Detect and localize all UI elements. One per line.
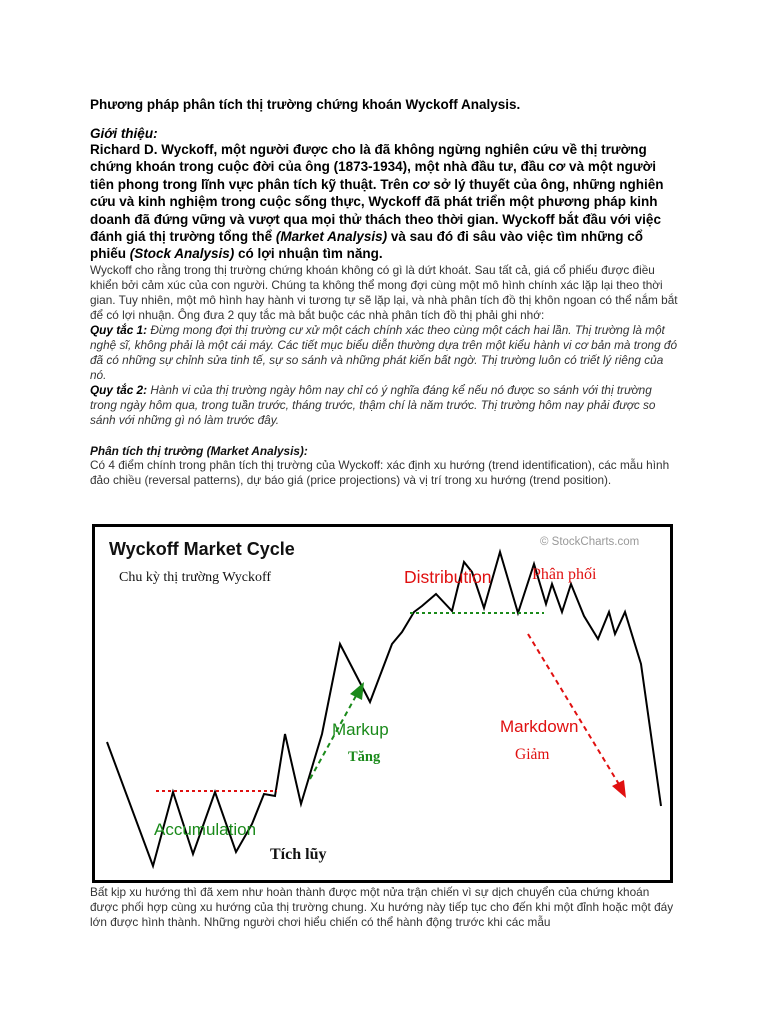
rule-2-label: Quy tắc 2: — [90, 382, 148, 397]
intro-term-market-analysis: (Market Analysis) — [275, 229, 388, 245]
paragraph-market-analysis: Có 4 điểm chính trong phân tích thị trường của Wyckoff: xác định xu hướng (trend identification), các mẫu hình đảo chiều (reversal patterns), dự báo giá (price projections) và vị trí trong xu hướng (trend position). — [90, 457, 670, 487]
chart-watermark: © StockCharts.com — [540, 536, 640, 548]
paragraph-trend: Bất kịp xu hướng thì đã xem như hoàn thành được một nửa trận chiến vì sự dịch chuyển của chứng khoán được phối hợp cùng xu hướng của thị trường chung. Xu hướng này tiếp tục cho đến khi một đỉnh hoặc một đáy lớn được hình thành. Những người chơi hiểu chiến có thể hành động trước khi các mẫu — [90, 885, 674, 929]
chart-title: Wyckoff Market Cycle — [109, 539, 295, 559]
intro-term-stock-analysis: (Stock Analysis) — [129, 246, 235, 262]
bottom-section — [90, 885, 678, 930]
distribution-vi-label: Phân phối — [532, 566, 597, 583]
rule-1-text: Đừng mong đợi thị trường cư xử một cách chính xác theo cùng một cách hai lần. Thị trường là một nghệ sĩ, không phải là một cái máy. Các tiết mục biểu diễn thường dựa trên một kiểu hành vi cơ bản mà trong đó đã có những sự chỉnh sửa tinh tế, sự so sánh và những phát kiến bất ngờ. Thị trường luôn có triết lý riêng của nó. — [90, 322, 678, 382]
document-title: Phương pháp phân tích thị trường chứng khoán Wyckoff Analysis. — [90, 97, 521, 112]
markdown-vi-label: Giảm — [515, 746, 550, 763]
intro-paragraph — [90, 141, 678, 263]
intro-text-part1: Richard D. Wyckoff, một người được cho là đã không ngừng nghiên cứu về thị trường chứng khoán trong cuộc đời của ông (1873-1934), một nhà đầu tư, đầu cơ và một người tiên phong trong lĩnh vực phân tích kỹ thuật. Trên cơ sở lý thuyết của ông, những nghiên cứu và kinh nghiệm trong cuộc sống thực, Wyckoff đã phát triển một phương pháp kinh doanh đã đứng vững và vượt qua mọi thử thách theo thời gian. Wyckoff bắt đầu với việc đánh giá thị trường tổng thể — [90, 142, 664, 245]
accumulation-label: Accumulation — [154, 820, 257, 839]
markdown-label: Markdown — [500, 717, 579, 736]
rule-2 — [90, 383, 678, 428]
document-body — [90, 97, 678, 488]
wyckoff-chart — [92, 524, 673, 883]
chart-subtitle: Chu kỳ thị trường Wyckoff — [119, 570, 272, 585]
rule-1-label: Quy tắc 1: — [90, 322, 148, 337]
accumulation-vi-label: Tích lũy — [270, 846, 327, 863]
section-heading-market-analysis: Phân tích thị trường (Market Analysis): — [90, 443, 308, 458]
distribution-label: Distribution — [404, 567, 492, 587]
intro-text-part3: có lợi nhuận tìm năng. — [234, 246, 383, 262]
intro-heading: Giới thiệu: — [90, 126, 158, 141]
markup-vi-label: Tăng — [348, 749, 381, 765]
wyckoff-chart-svg — [92, 524, 673, 883]
rule-1 — [90, 323, 678, 383]
intro-text-part2: và sau đó đi sâu vào việc tìm những cổ phiếu — [90, 229, 643, 262]
paragraph-wyckoff-view: Wyckoff cho rằng trong thị trường chứng khoán không có gì là dứt khoát. Sau tất cả, giá cổ phiếu được điều khiển bởi cảm xúc của con người. Chúng ta không thể mong đợi cùng một mô hình chính xác lặp lại theo thời gian. Tuy nhiên, một mô hình hay hành vi tương tự sẽ lặp lại, và nhà phân tích đồ thị khôn ngoan có thể nắm bắt để có lợi nhuận. Ông đưa 2 quy tắc mà bắt buộc các nhà phân tích đồ thị phải ghi nhớ: — [90, 262, 678, 322]
markup-label: Markup — [332, 720, 389, 739]
rule-2-text: Hành vi của thị trường ngày hôm nay chỉ có ý nghĩa đáng kể nếu nó được so sánh với thị trường trong ngày hôm qua, trong tuần trước, tháng trước, thậm chí là năm trước. Thị trường hôm nay phải được so sánh với những gì nó làm trước đây. — [90, 382, 656, 427]
